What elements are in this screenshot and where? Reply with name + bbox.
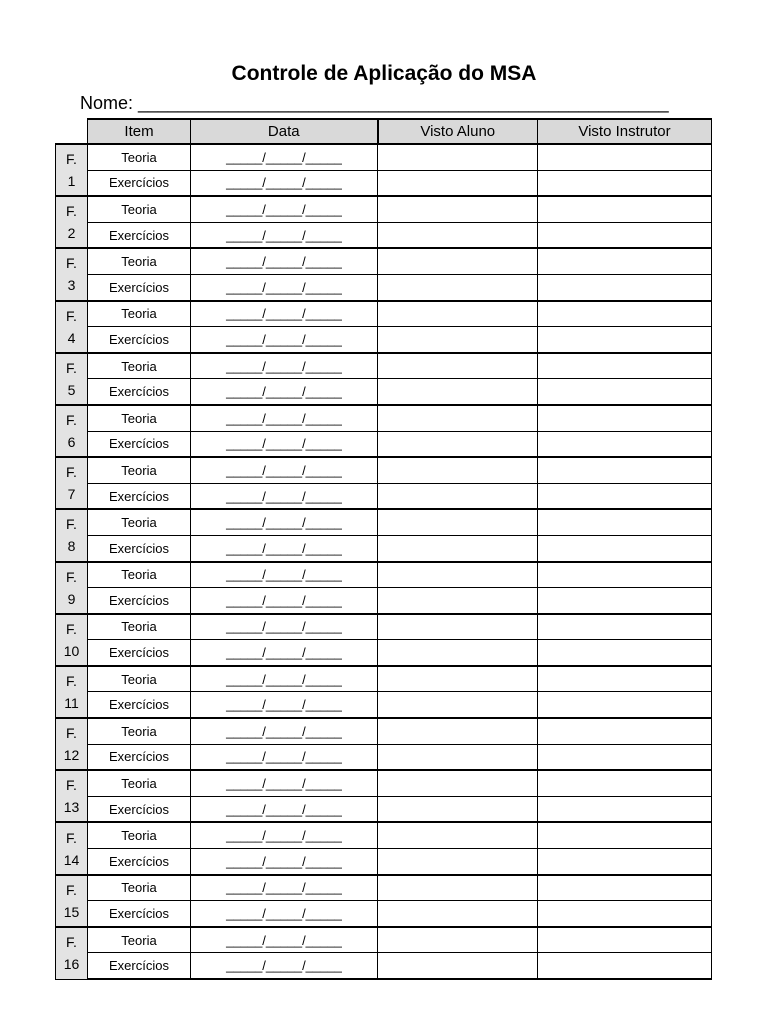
module-label bbox=[56, 353, 88, 405]
module-label bbox=[56, 718, 88, 770]
visto-instrutor-cell[interactable] bbox=[538, 927, 712, 953]
module-prefix: F. bbox=[66, 359, 77, 376]
table-row bbox=[56, 274, 712, 300]
module-number: 13 bbox=[63, 799, 80, 816]
date-field[interactable]: _____/_____/_____ bbox=[191, 666, 378, 692]
item-exercicios: Exercícios bbox=[88, 379, 191, 405]
header-visto-instrutor: Visto Instrutor bbox=[538, 119, 712, 144]
visto-aluno-cell[interactable] bbox=[378, 953, 538, 979]
visto-instrutor-cell[interactable] bbox=[538, 535, 712, 561]
header-visto-aluno: Visto Aluno bbox=[378, 119, 538, 144]
item-teoria: Teoria bbox=[88, 144, 191, 170]
module-prefix: F. bbox=[66, 829, 77, 846]
visto-aluno-cell[interactable] bbox=[378, 483, 538, 509]
date-field[interactable]: _____/_____/_____ bbox=[191, 274, 378, 300]
date-field[interactable]: _____/_____/_____ bbox=[191, 379, 378, 405]
visto-instrutor-cell[interactable] bbox=[538, 588, 712, 614]
visto-aluno-cell[interactable] bbox=[378, 640, 538, 666]
item-exercicios: Exercícios bbox=[88, 744, 191, 770]
module-number: 6 bbox=[67, 434, 76, 451]
module-prefix: F. bbox=[66, 934, 77, 951]
table-row bbox=[56, 196, 712, 222]
table-row bbox=[56, 901, 712, 927]
table-row bbox=[56, 953, 712, 979]
item-teoria: Teoria bbox=[88, 562, 191, 588]
visto-instrutor-cell[interactable] bbox=[538, 666, 712, 692]
page-title: Controle de Aplicação do MSA bbox=[231, 62, 537, 85]
visto-aluno-cell[interactable] bbox=[378, 718, 538, 744]
item-teoria: Teoria bbox=[88, 405, 191, 431]
date-field[interactable]: _____/_____/_____ bbox=[191, 353, 378, 379]
module-number: 14 bbox=[63, 851, 80, 868]
date-field[interactable]: _____/_____/_____ bbox=[191, 718, 378, 744]
item-teoria: Teoria bbox=[88, 301, 191, 327]
module-prefix: F. bbox=[66, 620, 77, 637]
visto-instrutor-cell[interactable] bbox=[538, 431, 712, 457]
visto-instrutor-cell[interactable] bbox=[538, 274, 712, 300]
module-number: 1 bbox=[67, 173, 76, 190]
visto-instrutor-cell[interactable] bbox=[538, 796, 712, 822]
date-field[interactable]: _____/_____/_____ bbox=[191, 170, 378, 196]
visto-instrutor-cell[interactable] bbox=[538, 248, 712, 274]
visto-instrutor-cell[interactable] bbox=[538, 301, 712, 327]
visto-aluno-cell[interactable] bbox=[378, 535, 538, 561]
module-number: 9 bbox=[67, 590, 76, 607]
control-table bbox=[55, 118, 712, 980]
visto-aluno-cell[interactable] bbox=[378, 144, 538, 170]
visto-aluno-cell[interactable] bbox=[378, 170, 538, 196]
date-field[interactable]: _____/_____/_____ bbox=[191, 796, 378, 822]
visto-aluno-cell[interactable] bbox=[378, 822, 538, 848]
table-row bbox=[56, 796, 712, 822]
module-number: 16 bbox=[63, 956, 80, 973]
date-field[interactable]: _____/_____/_____ bbox=[191, 692, 378, 718]
date-field[interactable]: _____/_____/_____ bbox=[191, 901, 378, 927]
visto-aluno-cell[interactable] bbox=[378, 222, 538, 248]
date-field[interactable]: _____/_____/_____ bbox=[191, 744, 378, 770]
visto-aluno-cell[interactable] bbox=[378, 901, 538, 927]
table-row bbox=[56, 535, 712, 561]
table-row bbox=[56, 614, 712, 640]
visto-instrutor-cell[interactable] bbox=[538, 692, 712, 718]
header-row bbox=[56, 119, 712, 144]
table-row bbox=[56, 327, 712, 353]
item-exercicios: Exercícios bbox=[88, 222, 191, 248]
module-label bbox=[56, 927, 88, 979]
item-exercicios: Exercícios bbox=[88, 535, 191, 561]
module-label bbox=[56, 614, 88, 666]
item-exercicios: Exercícios bbox=[88, 796, 191, 822]
visto-aluno-cell[interactable] bbox=[378, 614, 538, 640]
item-teoria: Teoria bbox=[88, 353, 191, 379]
visto-instrutor-cell[interactable] bbox=[538, 509, 712, 535]
module-prefix: F. bbox=[66, 725, 77, 742]
date-field[interactable]: _____/_____/_____ bbox=[191, 509, 378, 535]
visto-instrutor-cell[interactable] bbox=[538, 196, 712, 222]
item-exercicios: Exercícios bbox=[88, 274, 191, 300]
item-exercicios: Exercícios bbox=[88, 327, 191, 353]
table-row bbox=[56, 248, 712, 274]
date-field[interactable]: _____/_____/_____ bbox=[191, 770, 378, 796]
visto-instrutor-cell[interactable] bbox=[538, 353, 712, 379]
module-label bbox=[56, 770, 88, 822]
visto-aluno-cell[interactable] bbox=[378, 248, 538, 274]
visto-instrutor-cell[interactable] bbox=[538, 718, 712, 744]
module-prefix: F. bbox=[66, 151, 77, 168]
header-item: Item bbox=[88, 119, 191, 144]
module-prefix: F. bbox=[66, 307, 77, 324]
visto-instrutor-cell[interactable] bbox=[538, 953, 712, 979]
date-field[interactable]: _____/_____/_____ bbox=[191, 953, 378, 979]
item-teoria: Teoria bbox=[88, 248, 191, 274]
table-row bbox=[56, 353, 712, 379]
visto-aluno-cell[interactable] bbox=[378, 849, 538, 875]
visto-aluno-cell[interactable] bbox=[378, 274, 538, 300]
module-prefix: F. bbox=[66, 777, 77, 794]
table-row bbox=[56, 588, 712, 614]
module-label bbox=[56, 301, 88, 353]
module-prefix: F. bbox=[66, 568, 77, 585]
header-data: Data bbox=[191, 119, 378, 144]
visto-aluno-cell[interactable] bbox=[378, 196, 538, 222]
module-number: 10 bbox=[63, 642, 80, 659]
visto-aluno-cell[interactable] bbox=[378, 875, 538, 901]
table-row bbox=[56, 822, 712, 848]
visto-instrutor-cell[interactable] bbox=[538, 875, 712, 901]
visto-aluno-cell[interactable] bbox=[378, 666, 538, 692]
item-teoria: Teoria bbox=[88, 666, 191, 692]
table-row bbox=[56, 718, 712, 744]
table-row bbox=[56, 144, 712, 170]
visto-aluno-cell[interactable] bbox=[378, 770, 538, 796]
visto-instrutor-cell[interactable] bbox=[538, 614, 712, 640]
table-row bbox=[56, 483, 712, 509]
table-row bbox=[56, 849, 712, 875]
date-field[interactable]: _____/_____/_____ bbox=[191, 144, 378, 170]
module-prefix: F. bbox=[66, 255, 77, 272]
visto-instrutor-cell[interactable] bbox=[538, 144, 712, 170]
module-number: 7 bbox=[67, 486, 76, 503]
visto-instrutor-cell[interactable] bbox=[538, 379, 712, 405]
visto-instrutor-cell[interactable] bbox=[538, 327, 712, 353]
table-row bbox=[56, 301, 712, 327]
visto-aluno-cell[interactable] bbox=[378, 353, 538, 379]
visto-aluno-cell[interactable] bbox=[378, 405, 538, 431]
module-prefix: F. bbox=[66, 516, 77, 533]
item-teoria: Teoria bbox=[88, 822, 191, 848]
module-prefix: F. bbox=[66, 881, 77, 898]
item-exercicios: Exercícios bbox=[88, 588, 191, 614]
date-field[interactable]: _____/_____/_____ bbox=[191, 483, 378, 509]
date-field[interactable]: _____/_____/_____ bbox=[191, 457, 378, 483]
date-field[interactable]: _____/_____/_____ bbox=[191, 196, 378, 222]
item-exercicios: Exercícios bbox=[88, 483, 191, 509]
visto-aluno-cell[interactable] bbox=[378, 796, 538, 822]
visto-instrutor-cell[interactable] bbox=[538, 405, 712, 431]
item-teoria: Teoria bbox=[88, 196, 191, 222]
item-exercicios: Exercícios bbox=[88, 431, 191, 457]
date-field[interactable]: _____/_____/_____ bbox=[191, 301, 378, 327]
module-label bbox=[56, 405, 88, 457]
item-teoria: Teoria bbox=[88, 614, 191, 640]
item-teoria: Teoria bbox=[88, 457, 191, 483]
table-row bbox=[56, 431, 712, 457]
date-field[interactable]: _____/_____/_____ bbox=[191, 535, 378, 561]
module-label bbox=[56, 509, 88, 561]
visto-instrutor-cell[interactable] bbox=[538, 483, 712, 509]
name-field[interactable]: Nome: _____________________________________________________ bbox=[80, 93, 669, 113]
module-label bbox=[56, 457, 88, 509]
visto-instrutor-cell[interactable] bbox=[538, 170, 712, 196]
table-row bbox=[56, 640, 712, 666]
date-field[interactable]: _____/_____/_____ bbox=[191, 849, 378, 875]
date-field[interactable]: _____/_____/_____ bbox=[191, 222, 378, 248]
item-exercicios: Exercícios bbox=[88, 170, 191, 196]
table-row bbox=[56, 170, 712, 196]
date-field[interactable]: _____/_____/_____ bbox=[191, 405, 378, 431]
module-number: 8 bbox=[67, 538, 76, 555]
visto-instrutor-cell[interactable] bbox=[538, 770, 712, 796]
visto-aluno-cell[interactable] bbox=[378, 692, 538, 718]
module-label bbox=[56, 875, 88, 927]
date-field[interactable]: _____/_____/_____ bbox=[191, 327, 378, 353]
module-number: 5 bbox=[67, 381, 76, 398]
date-field[interactable]: _____/_____/_____ bbox=[191, 640, 378, 666]
item-teoria: Teoria bbox=[88, 927, 191, 953]
item-teoria: Teoria bbox=[88, 875, 191, 901]
item-teoria: Teoria bbox=[88, 718, 191, 744]
item-exercicios: Exercícios bbox=[88, 849, 191, 875]
date-field[interactable]: _____/_____/_____ bbox=[191, 614, 378, 640]
table-row bbox=[56, 744, 712, 770]
table-row bbox=[56, 692, 712, 718]
visto-aluno-cell[interactable] bbox=[378, 562, 538, 588]
module-number: 3 bbox=[67, 277, 76, 294]
visto-aluno-cell[interactable] bbox=[378, 431, 538, 457]
visto-instrutor-cell[interactable] bbox=[538, 822, 712, 848]
table-body bbox=[56, 144, 712, 979]
module-label bbox=[56, 822, 88, 874]
item-exercicios: Exercícios bbox=[88, 901, 191, 927]
visto-instrutor-cell[interactable] bbox=[538, 849, 712, 875]
module-prefix: F. bbox=[66, 672, 77, 689]
module-prefix: F. bbox=[66, 203, 77, 220]
module-number: 12 bbox=[63, 747, 80, 764]
visto-aluno-cell[interactable] bbox=[378, 744, 538, 770]
visto-instrutor-cell[interactable] bbox=[538, 640, 712, 666]
table-row bbox=[56, 562, 712, 588]
item-teoria: Teoria bbox=[88, 509, 191, 535]
table-row bbox=[56, 666, 712, 692]
table-row bbox=[56, 875, 712, 901]
visto-instrutor-cell[interactable] bbox=[538, 562, 712, 588]
table-row bbox=[56, 405, 712, 431]
module-label bbox=[56, 666, 88, 718]
table-row bbox=[56, 927, 712, 953]
date-field[interactable]: _____/_____/_____ bbox=[191, 562, 378, 588]
visto-instrutor-cell[interactable] bbox=[538, 744, 712, 770]
date-field[interactable]: _____/_____/_____ bbox=[191, 822, 378, 848]
date-field[interactable]: _____/_____/_____ bbox=[191, 588, 378, 614]
table-row bbox=[56, 379, 712, 405]
date-field[interactable]: _____/_____/_____ bbox=[191, 431, 378, 457]
visto-aluno-cell[interactable] bbox=[378, 457, 538, 483]
module-number: 15 bbox=[63, 903, 80, 920]
visto-aluno-cell[interactable] bbox=[378, 379, 538, 405]
visto-instrutor-cell[interactable] bbox=[538, 901, 712, 927]
visto-aluno-cell[interactable] bbox=[378, 588, 538, 614]
module-label bbox=[56, 248, 88, 300]
item-teoria: Teoria bbox=[88, 770, 191, 796]
table-row bbox=[56, 457, 712, 483]
module-prefix: F. bbox=[66, 412, 77, 429]
module-label bbox=[56, 196, 88, 248]
date-field[interactable]: _____/_____/_____ bbox=[191, 248, 378, 274]
module-number: 4 bbox=[67, 329, 76, 346]
item-exercicios: Exercícios bbox=[88, 692, 191, 718]
table-row bbox=[56, 222, 712, 248]
visto-instrutor-cell[interactable] bbox=[538, 222, 712, 248]
visto-aluno-cell[interactable] bbox=[378, 327, 538, 353]
item-exercicios: Exercícios bbox=[88, 953, 191, 979]
module-label bbox=[56, 144, 88, 196]
module-prefix: F. bbox=[66, 464, 77, 481]
module-number: 2 bbox=[67, 225, 76, 242]
visto-aluno-cell[interactable] bbox=[378, 301, 538, 327]
date-field[interactable]: _____/_____/_____ bbox=[191, 927, 378, 953]
date-field[interactable]: _____/_____/_____ bbox=[191, 875, 378, 901]
item-exercicios: Exercícios bbox=[88, 640, 191, 666]
table-row bbox=[56, 770, 712, 796]
visto-aluno-cell[interactable] bbox=[378, 927, 538, 953]
module-number: 11 bbox=[64, 694, 79, 711]
visto-instrutor-cell[interactable] bbox=[538, 457, 712, 483]
module-label bbox=[56, 562, 88, 614]
visto-aluno-cell[interactable] bbox=[378, 509, 538, 535]
table-row bbox=[56, 509, 712, 535]
header-blank bbox=[56, 119, 88, 144]
